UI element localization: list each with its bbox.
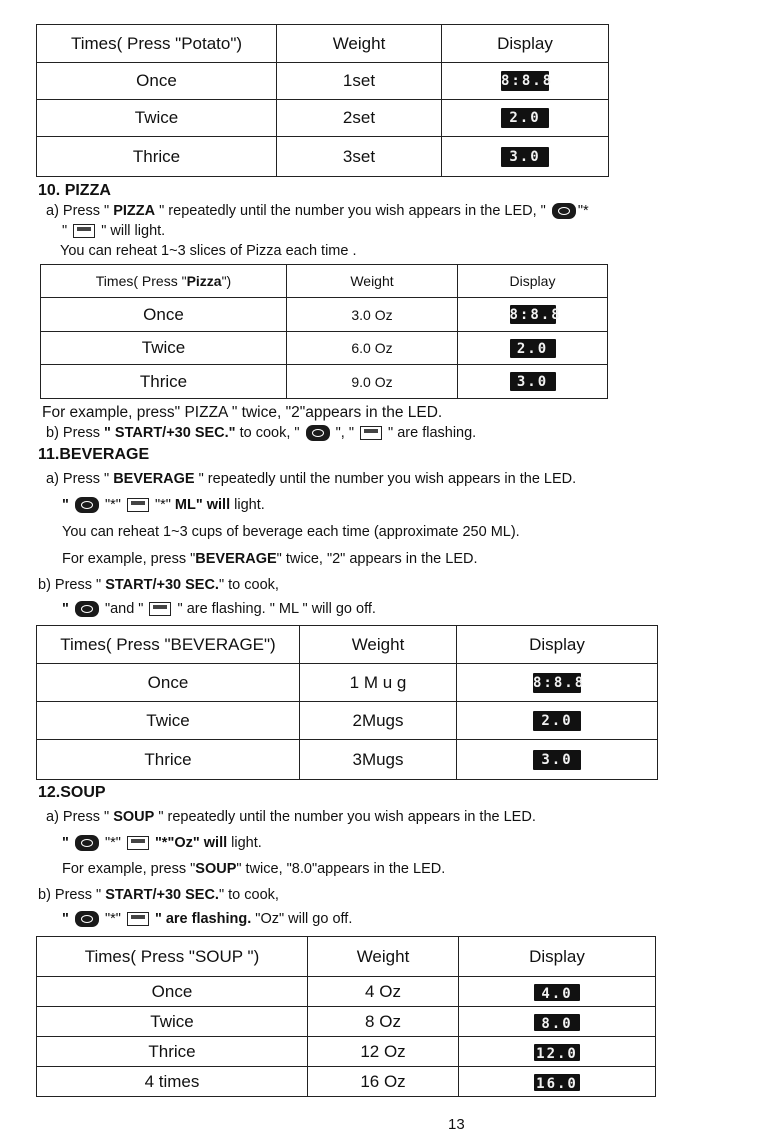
table-cell: [457, 740, 658, 780]
table-cell: 1 M u g: [300, 664, 457, 702]
table-cell: 6.0 Oz: [287, 332, 458, 365]
auto-icon: [149, 602, 171, 616]
plate-icon: [75, 911, 99, 927]
led-display: 3.0: [501, 147, 549, 167]
beverage-table: [36, 625, 658, 780]
table-header: Weight: [287, 265, 458, 298]
soup-step-b: b) Press " START/+30 SEC." to cook,: [38, 887, 279, 903]
plate-icon: [75, 601, 99, 617]
auto-icon: [127, 912, 149, 926]
beverage-step-a-line2: " "*" "*" ML" will light.: [62, 497, 265, 513]
beverage-step-b-line2: " "and " " are flashing. " ML " will go off.: [62, 601, 376, 617]
pizza-step-a: a) Press " PIZZA " repeatedly until the number you wish appears in the LED, " "*: [46, 203, 589, 219]
led-display: 2.0: [501, 108, 549, 128]
table-cell: [459, 1067, 656, 1097]
led-display: 12.0: [534, 1044, 580, 1061]
led-display: 8.0: [534, 1014, 580, 1031]
section-heading-pizza: 10. PIZZA: [38, 182, 111, 199]
table-cell: Thrice: [37, 137, 277, 177]
table-cell: Twice: [37, 100, 277, 137]
table-cell: [459, 1037, 656, 1067]
table-cell: 12 Oz: [308, 1037, 459, 1067]
table-cell: Twice: [37, 702, 300, 740]
table-cell: [458, 298, 608, 332]
led-display: 8:8.8: [533, 674, 586, 691]
beverage-step-a: a) Press " BEVERAGE " repeatedly until the number you wish appears in the LED.: [46, 471, 577, 487]
table-cell: [458, 365, 608, 399]
pizza-step-b: b) Press " START/+30 SEC." to cook, " ", " " are flashing.: [46, 425, 477, 441]
auto-icon: [127, 498, 149, 512]
table-cell: Thrice: [37, 740, 300, 780]
led-display: 3.0: [510, 372, 556, 391]
table-cell: Once: [37, 977, 308, 1007]
led-display: 2.0: [533, 711, 581, 731]
table-cell: [458, 332, 608, 365]
potato-table: [36, 24, 609, 177]
table-header: Display: [442, 25, 609, 63]
table-cell: 3.0 Oz: [287, 298, 458, 332]
table-cell: [442, 63, 609, 100]
pizza-reheat-note: You can reheat 1~3 slices of Pizza each time .: [60, 243, 357, 259]
pizza-example: For example, press" PIZZA " twice, "2"appears in the LED.: [42, 404, 443, 421]
table-header: Weight: [308, 937, 459, 977]
table-cell: 4 Oz: [308, 977, 459, 1007]
table-cell: Twice: [37, 1007, 308, 1037]
led-display: 8:8.8: [501, 73, 554, 90]
table-cell: 3Mugs: [300, 740, 457, 780]
table-header: Times( Press "SOUP "): [37, 937, 308, 977]
table-cell: Once: [37, 63, 277, 100]
table-cell: 2Mugs: [300, 702, 457, 740]
table-cell: [457, 702, 658, 740]
soup-table: [36, 936, 656, 1097]
section-heading-beverage: 11.BEVERAGE: [38, 446, 150, 463]
beverage-step-b: b) Press " START/+30 SEC." to cook,: [38, 577, 279, 593]
auto-icon: [360, 426, 382, 440]
table-header: Times( Press "Pizza"): [41, 265, 287, 298]
plate-icon: [552, 203, 576, 219]
beverage-reheat-note: You can reheat 1~3 cups of beverage each time (approximate 250 ML).: [62, 524, 520, 540]
led-display: 8:8.8: [509, 307, 562, 323]
table-header: Times( Press "BEVERAGE"): [37, 626, 300, 664]
table-cell: 4 times: [37, 1067, 308, 1097]
table-cell: 8 Oz: [308, 1007, 459, 1037]
table-cell: Twice: [41, 332, 287, 365]
pizza-table: [40, 264, 608, 399]
table-header: Times( Press "Potato"): [37, 25, 277, 63]
table-cell: 1set: [277, 63, 442, 100]
table-header: Display: [457, 626, 658, 664]
soup-step-b-line2: " "*" " are flashing. "Oz" will go off.: [62, 911, 353, 927]
table-header: Weight: [277, 25, 442, 63]
table-cell: Once: [37, 664, 300, 702]
table-cell: 16 Oz: [308, 1067, 459, 1097]
beverage-example: For example, press "BEVERAGE" twice, "2" appears in the LED.: [62, 551, 478, 567]
table-cell: [459, 1007, 656, 1037]
section-heading-soup: 12.SOUP: [38, 784, 106, 801]
led-display: 16.0: [534, 1074, 580, 1091]
table-cell: [442, 137, 609, 177]
auto-icon: [127, 836, 149, 850]
table-cell: Once: [41, 298, 287, 332]
table-cell: 3set: [277, 137, 442, 177]
led-display: 2.0: [510, 339, 556, 358]
plate-icon: [75, 835, 99, 851]
led-display: 4.0: [534, 984, 580, 1001]
soup-step-a-line2: " "*" "*"Oz" will light.: [62, 835, 262, 851]
table-header: Weight: [300, 626, 457, 664]
table-cell: [459, 977, 656, 1007]
table-cell: 2set: [277, 100, 442, 137]
plate-icon: [75, 497, 99, 513]
table-header: Display: [459, 937, 656, 977]
soup-step-a: a) Press " SOUP " repeatedly until the number you wish appears in the LED.: [46, 809, 536, 825]
page-number: 13: [448, 1116, 465, 1133]
table-cell: 9.0 Oz: [287, 365, 458, 399]
plate-icon: [306, 425, 330, 441]
auto-icon: [73, 224, 95, 238]
table-cell: [457, 664, 658, 702]
table-cell: Thrice: [41, 365, 287, 399]
table-cell: [442, 100, 609, 137]
led-display: 3.0: [533, 750, 581, 770]
soup-example: For example, press "SOUP" twice, "8.0"appears in the LED.: [62, 861, 446, 877]
pizza-step-a-line2: " " will light.: [62, 223, 166, 239]
table-cell: Thrice: [37, 1037, 308, 1067]
table-header: Display: [458, 265, 608, 298]
